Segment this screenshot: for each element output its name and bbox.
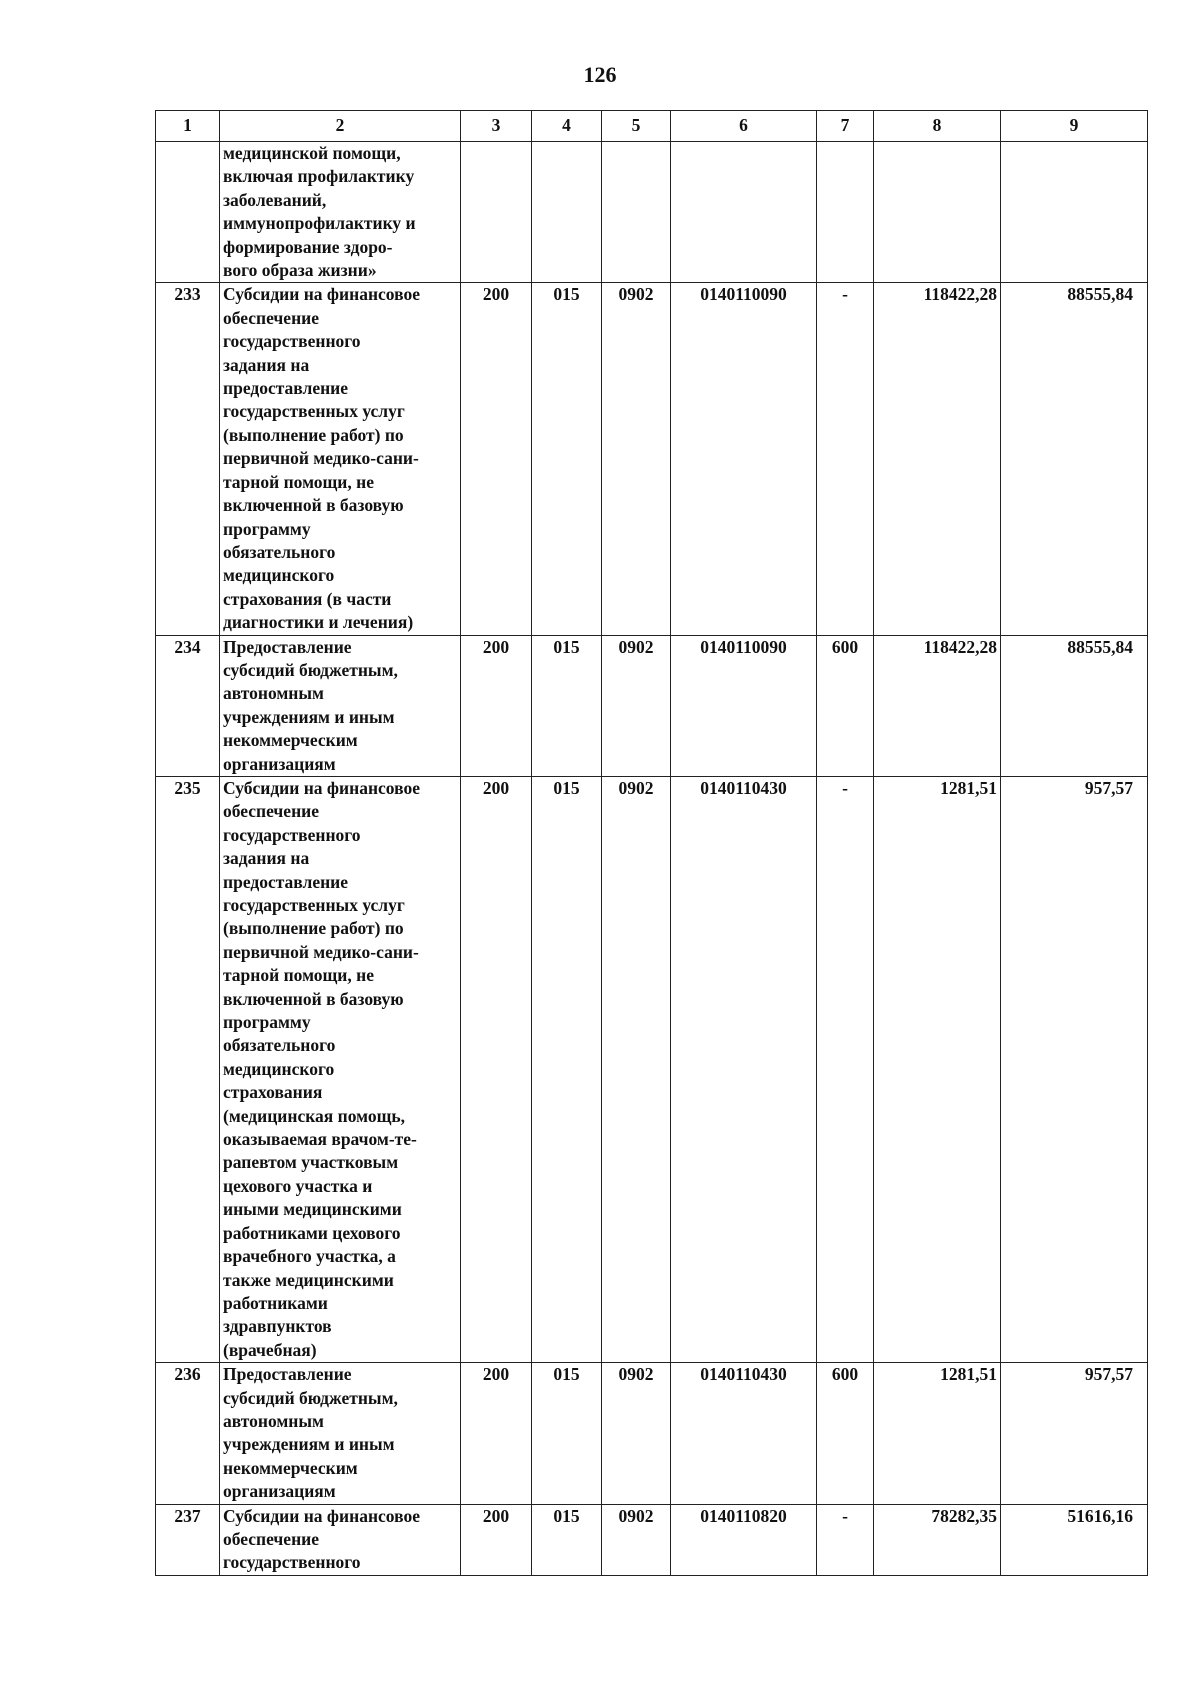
subsection-code-cell: 0902 [602, 1504, 671, 1575]
ministry-code-cell: 200 [461, 776, 532, 1362]
item-name-line: обеспечение [223, 801, 320, 822]
item-name-line: работниками цехового [223, 1222, 401, 1243]
amount-cell: 957,57 [1001, 776, 1148, 1362]
item-name-line: оказываемая врачом-те- [223, 1129, 417, 1150]
row-number-cell: 235 [156, 776, 220, 1362]
row-number-cell: 233 [156, 283, 220, 635]
column-header: 5 [602, 111, 671, 142]
item-name-line: некоммерческим [223, 730, 358, 751]
ministry-code-cell: 200 [461, 1504, 532, 1575]
item-name-line: страхования (в части [223, 588, 392, 609]
table-row [156, 635, 1148, 776]
table-row [156, 142, 1148, 283]
item-name-line: субсидий бюджетным, [223, 659, 398, 680]
expense-type-cell: 600 [817, 1363, 874, 1504]
item-name-cell [220, 635, 461, 776]
section-code-cell: 015 [532, 1363, 602, 1504]
item-name-line: страхования [223, 1082, 323, 1103]
item-name-line: тарной помощи, не [223, 471, 374, 492]
amount-cell: 51616,16 [1001, 1504, 1148, 1575]
amount-cell: 1281,51 [874, 1363, 1001, 1504]
section-code-cell: 015 [532, 1504, 602, 1575]
ministry-code-cell: 200 [461, 1363, 532, 1504]
item-name-line: обеспечение [223, 1528, 320, 1549]
item-name-line: также медицинскими [223, 1269, 394, 1290]
amount-cell: 78282,35 [874, 1504, 1001, 1575]
amount-cell: 88555,84 [1001, 635, 1148, 776]
item-name-line: здравпунктов [223, 1316, 332, 1337]
item-name-line: Субсидии на финансовое [223, 1505, 420, 1526]
column-header: 1 [156, 111, 220, 142]
item-name-line: предоставление [223, 871, 349, 892]
item-name-line: (врачебная) [223, 1339, 317, 1360]
amount-cell: 957,57 [1001, 1363, 1148, 1504]
table-row [156, 776, 1148, 1362]
item-name-line: медицинского [223, 1058, 335, 1079]
section-code-cell: 015 [532, 776, 602, 1362]
item-name-line: государственных услуг [223, 401, 405, 422]
amount-cell [874, 142, 1001, 283]
row-number-cell: 234 [156, 635, 220, 776]
item-name-line: работниками [223, 1292, 328, 1313]
item-name-line: медицинского [223, 565, 335, 586]
section-code-cell: 015 [532, 635, 602, 776]
item-name-line: Предоставление [223, 636, 352, 657]
subsection-code-cell: 0902 [602, 635, 671, 776]
item-name-line: государственных услуг [223, 895, 405, 915]
item-name-cell [220, 776, 461, 1362]
item-name-line: (выполнение работ) по [223, 918, 404, 939]
item-name-line: первичной медико-сани- [223, 941, 419, 962]
item-name-line: задания на [223, 354, 310, 375]
ministry-code-cell: 200 [461, 635, 532, 776]
item-name-line: учреждениям и иным [223, 706, 395, 727]
item-name-line: вого образа жизни» [223, 260, 377, 281]
subsection-code-cell: 0902 [602, 1363, 671, 1504]
subsection-code-cell: 0902 [602, 776, 671, 1362]
expense-type-cell: - [817, 776, 874, 1362]
row-number-cell: 236 [156, 1363, 220, 1504]
expense-type-cell [817, 142, 874, 283]
item-name-line: государственного [223, 1552, 361, 1573]
item-name-line: учреждениям и иным [223, 1434, 395, 1455]
target-article-cell: 0140110090 [671, 283, 817, 635]
item-name-cell [220, 1363, 461, 1504]
column-header: 7 [817, 111, 874, 142]
item-name-line: задания на [223, 848, 310, 869]
item-name-line: (медицинская помощь, [223, 1105, 405, 1126]
row-number-cell [156, 142, 220, 283]
item-name-line: включая профилактику [223, 166, 415, 187]
column-header: 8 [874, 111, 1001, 142]
item-name-line: заболеваний, [223, 189, 327, 210]
item-name-line: некоммерческим [223, 1457, 358, 1478]
row-number-cell: 237 [156, 1504, 220, 1575]
item-name-line: (выполнение работ) по [223, 424, 404, 445]
column-header: 9 [1001, 111, 1148, 142]
item-name-line: обязательного [223, 1035, 336, 1056]
item-name-line: врачебного участка, а [223, 1246, 396, 1267]
item-name-cell [220, 283, 461, 635]
section-code-cell [532, 142, 602, 283]
item-name-line: включенной в базовую [223, 495, 404, 516]
item-name-line: субсидий бюджетным, [223, 1387, 398, 1408]
amount-cell: 1281,51 [874, 776, 1001, 1362]
column-header: 4 [532, 111, 602, 142]
table-header-row [156, 111, 1148, 142]
table-row [156, 283, 1148, 635]
item-name-line: тарной помощи, не [223, 965, 374, 986]
item-name-cell [220, 142, 461, 283]
column-header: 3 [461, 111, 532, 142]
ministry-code-cell [461, 142, 532, 283]
table-row [156, 1363, 1148, 1504]
amount-cell: 88555,84 [1001, 283, 1148, 635]
item-name-line: государственного [223, 331, 361, 352]
amount-cell [1001, 142, 1148, 283]
item-name-line: первичной медико-сани- [223, 448, 419, 469]
ministry-code-cell: 200 [461, 283, 532, 635]
section-code-cell: 015 [532, 283, 602, 635]
amount-cell: 118422,28 [874, 635, 1001, 776]
item-name-line: программу [223, 1012, 311, 1033]
item-name-line: автономным [223, 683, 324, 704]
item-name-line: организациям [223, 1481, 336, 1502]
table-body [156, 142, 1148, 1576]
amount-cell: 118422,28 [874, 283, 1001, 635]
item-name-line: обеспечение [223, 307, 320, 328]
subsection-code-cell [602, 142, 671, 283]
target-article-cell: 0140110430 [671, 1363, 817, 1504]
item-name-line: иными медицинскими [223, 1199, 402, 1220]
item-name-line: цехового участка и [223, 1175, 373, 1196]
item-name-line: обязательного [223, 541, 336, 562]
item-name-line: Субсидии на финансовое [223, 284, 420, 305]
item-name-line: Субсидии на финансовое [223, 777, 420, 798]
expense-type-cell: - [817, 283, 874, 635]
target-article-cell: 0140110430 [671, 776, 817, 1362]
target-article-cell: 0140110820 [671, 1504, 817, 1575]
item-name-line: организациям [223, 753, 336, 774]
item-name-line: иммунопрофилактику и [223, 213, 416, 234]
subsection-code-cell: 0902 [602, 283, 671, 635]
item-name-line: медицинской помощи, [223, 143, 401, 163]
budget-table [155, 110, 1148, 1576]
page-number: 126 [583, 62, 617, 87]
item-name-line: диагностики и лечения) [223, 612, 414, 633]
column-header: 2 [220, 111, 461, 142]
target-article-cell: 0140110090 [671, 635, 817, 776]
item-name-line: формирование здоро- [223, 236, 393, 257]
item-name-line: рапевтом участковым [223, 1152, 399, 1173]
column-header: 6 [671, 111, 817, 142]
item-name-cell [220, 1504, 461, 1575]
item-name-line: включенной в базовую [223, 988, 404, 1009]
item-name-line: Предоставление [223, 1364, 352, 1385]
expense-type-cell: 600 [817, 635, 874, 776]
item-name-line: автономным [223, 1410, 324, 1431]
expense-type-cell: - [817, 1504, 874, 1575]
item-name-line: государственного [223, 824, 361, 845]
item-name-line: программу [223, 518, 311, 539]
item-name-line: предоставление [223, 378, 349, 399]
table-row [156, 1504, 1148, 1575]
target-article-cell [671, 142, 817, 283]
